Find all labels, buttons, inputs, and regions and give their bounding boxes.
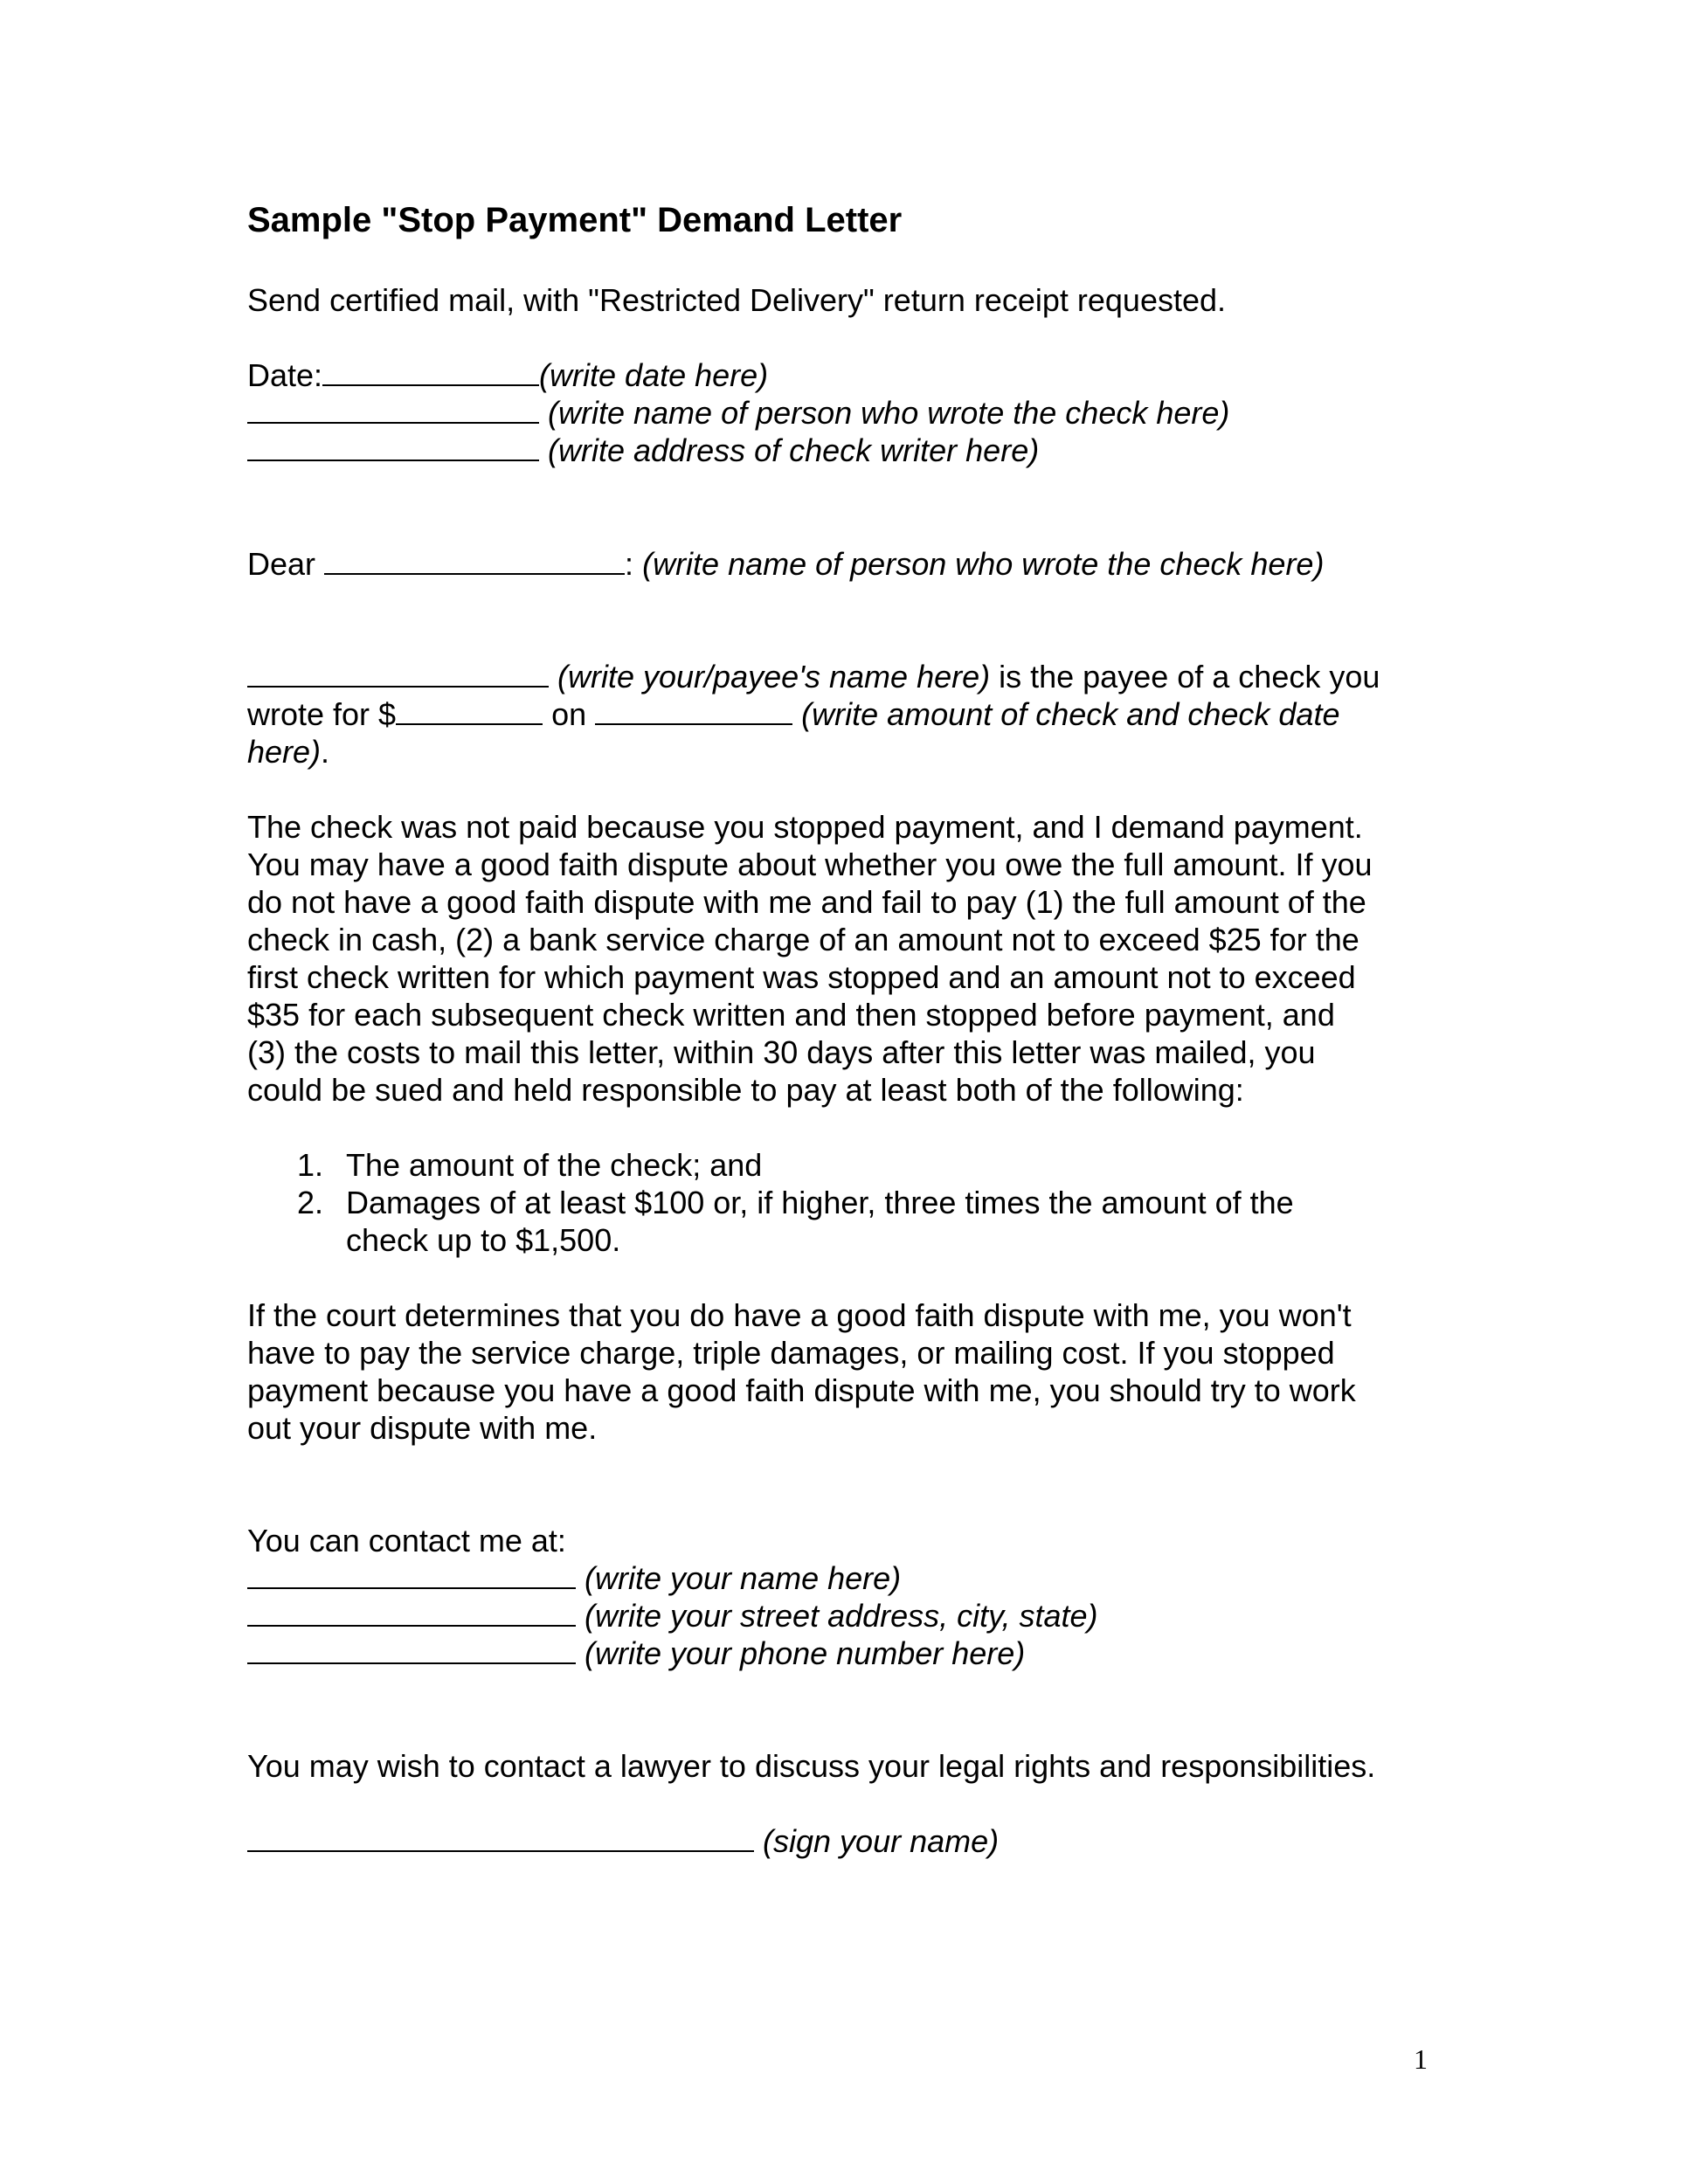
letter-title: Sample "Stop Payment" Demand Letter	[247, 201, 903, 239]
contact-phone-line	[247, 1635, 1025, 1673]
amount-date-hint: (write amount of check and check date	[801, 696, 1340, 732]
list-number: 1.	[297, 1147, 324, 1183]
mailing-instruction: Send certified mail, with "Restricted Delivery" return receipt requested.	[247, 282, 1227, 318]
body-line: could be sued and held responsible to pay at least both of the following:	[247, 1072, 1244, 1108]
your-address-blank	[247, 1597, 576, 1627]
list-item-text: Damages of at least $100 or, if higher, three times the amount of the	[346, 1185, 1294, 1220]
list-number: 2.	[297, 1185, 324, 1220]
salutation-line	[247, 545, 1324, 584]
list-item-text: The amount of the check; and	[346, 1147, 763, 1183]
contact-name-line	[247, 1559, 901, 1598]
lawyer-note: You may wish to contact a lawyer to discuss your legal rights and responsibilities.	[247, 1748, 1376, 1784]
payee-line-1	[247, 658, 1380, 696]
signature-hint: (sign your name)	[763, 1823, 1000, 1859]
dispute-line: If the court determines that you do have a good faith dispute with me, you won't	[247, 1297, 1352, 1333]
dispute-line: out your dispute with me.	[247, 1410, 598, 1446]
check-writer-name-blank	[247, 394, 539, 424]
body-line: check in cash, (2) a bank service charge of an amount not to exceed $25 for the	[247, 922, 1359, 957]
body-line: (3) the costs to mail this letter, within 30 days after this letter was mailed, you	[247, 1034, 1316, 1070]
dispute-line: have to pay the service charge, triple damages, or mailing cost. If you stopped	[247, 1335, 1335, 1371]
payee-text-3: on	[543, 696, 596, 732]
payee-end: .	[321, 734, 330, 770]
check-amount-blank	[396, 695, 543, 725]
body-line: first check written for which payment was stopped and an amount not to exceed	[247, 959, 1356, 995]
signature-blank	[247, 1822, 754, 1852]
salutation-blank	[324, 545, 625, 575]
payee-text-2: wrote for $	[247, 696, 397, 732]
body-line: do not have a good faith dispute with me and fail to pay (1) the full amount of the	[247, 884, 1366, 920]
payee-line-3	[247, 733, 329, 771]
signature-line	[247, 1822, 999, 1861]
salutation-hint: (write name of person who wrote the check here)	[642, 546, 1325, 582]
payee-text-1: is the payee of a check you	[990, 659, 1380, 695]
check-writer-name-hint: (write name of person who wrote the check here)	[548, 395, 1230, 431]
salutation-dear: Dear	[247, 546, 316, 582]
your-name-hint: (write your name here)	[585, 1560, 902, 1596]
page-number: 1	[1414, 2043, 1428, 2075]
list-item-text: check up to $1,500.	[346, 1222, 621, 1258]
date-blank	[322, 356, 539, 386]
check-writer-name-line	[247, 394, 1229, 432]
body-line: $35 for each subsequent check written and then stopped before payment, and	[247, 997, 1335, 1033]
your-address-hint: (write your street address, city, state)	[585, 1598, 1098, 1634]
salutation-colon: :	[625, 546, 634, 582]
your-phone-blank	[247, 1635, 576, 1664]
check-date-blank	[595, 695, 792, 725]
contact-address-line	[247, 1597, 1098, 1635]
body-line: You may have a good faith dispute about whether you owe the full amount. If you	[247, 847, 1373, 882]
date-line	[247, 356, 768, 395]
your-phone-hint: (write your phone number here)	[585, 1635, 1026, 1671]
amount-date-hint-cont: here)	[247, 734, 322, 770]
check-writer-address-line	[247, 432, 1039, 470]
your-name-blank	[247, 1559, 576, 1589]
date-label: Date:	[247, 357, 323, 393]
contact-intro: You can contact me at:	[247, 1523, 566, 1559]
check-writer-address-hint: (write address of check writer here)	[548, 432, 1040, 468]
date-hint: (write date here)	[539, 357, 769, 393]
body-line: The check was not paid because you stopped payment, and I demand payment.	[247, 809, 1363, 845]
payee-name-blank	[247, 658, 549, 688]
check-writer-address-blank	[247, 432, 539, 461]
payee-name-hint: (write your/payee's name here)	[557, 659, 991, 695]
payee-line-2	[247, 695, 1339, 734]
dispute-line: payment because you have a good faith dispute with me, you should try to work	[247, 1372, 1356, 1408]
